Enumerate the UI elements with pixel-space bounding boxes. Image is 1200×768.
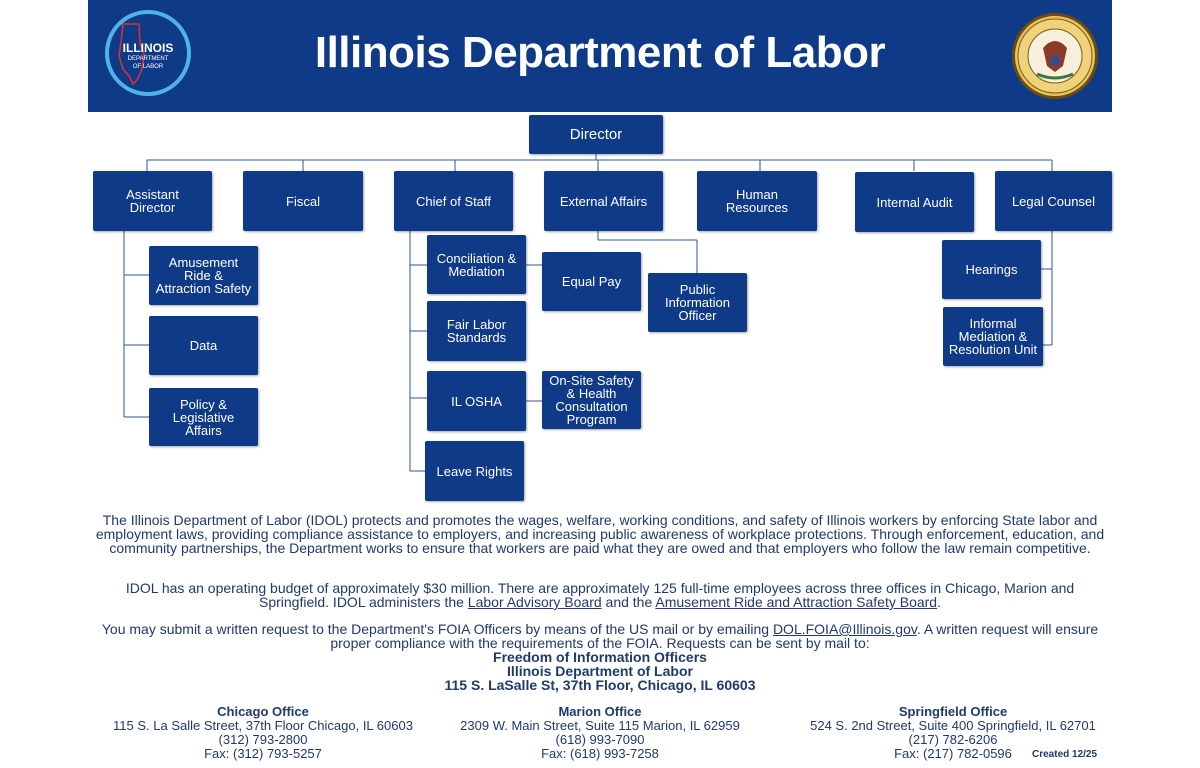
org-box-conciliation-mediation: Conciliation & Mediation (427, 235, 526, 294)
logo-line1: ILLINOIS (122, 41, 174, 55)
office-name: Chicago Office (217, 704, 309, 719)
org-box-equal-pay: Equal Pay (542, 252, 641, 311)
org-box-director: Director (529, 115, 663, 154)
amusement-ride-board-link[interactable]: Amusement Ride and Attraction Safety Board (655, 594, 938, 610)
org-box-legal-counsel: Legal Counsel (995, 171, 1112, 231)
org-box-hearings: Hearings (942, 240, 1041, 299)
mail-address-line1: Freedom of Information Officers (493, 649, 707, 665)
office-phone: (217) 782-6206 (908, 732, 998, 747)
org-box-il-osha: IL OSHA (427, 371, 526, 431)
org-box-informal-mediation: Informal Mediation & Resolution Unit (943, 307, 1043, 366)
foia-email-link[interactable]: DOL.FOIA@Illinois.gov (772, 621, 917, 637)
logo-line2: DEPARTMENT (127, 56, 169, 62)
office-name: Springfield Office (898, 704, 1008, 719)
org-box-data: Data (149, 316, 258, 375)
org-box-onsite-safety-consultation: On-Site Safety & Health Consultation Program (542, 371, 641, 429)
office-address: 2309 W. Main Street, Suite 115 Marion, IL 62959 (460, 718, 740, 733)
office-phone: (312) 793-2800 (218, 732, 308, 747)
budget-text-mid: and the (601, 594, 656, 610)
created-date: Created 12/25 (1032, 749, 1098, 760)
foia-paragraph (95, 622, 1105, 650)
org-box-assistant-director: Assistant Director (93, 171, 212, 231)
org-box-fiscal: Fiscal (243, 171, 363, 231)
office-address: 524 S. 2nd Street, Suite 400 Springfield, IL 62701 (810, 718, 1096, 733)
org-box-chief-of-staff: Chief of Staff (394, 171, 513, 231)
org-box-amusement-ride-safety: Amusement Ride & Attraction Safety (149, 246, 258, 305)
office-fax: Fax: (217) 782-0596 (894, 746, 1012, 761)
org-box-policy-legislative: Policy & Legislative Affairs (149, 388, 258, 446)
foia-text-end: . A written request will ensure proper compliance with the requirements of the FOIA. Requests can be sent by mail to: (330, 621, 1099, 651)
mail-address-line2: Illinois Department of Labor (507, 663, 693, 679)
org-box-internal-audit: Internal Audit (855, 172, 974, 232)
org-box-human-resources: Human Resources (697, 171, 817, 231)
budget-text-end: . (937, 594, 941, 610)
org-box-public-information-officer: Public Information Officer (648, 273, 747, 332)
foia-text: You may submit a written request to the Department's FOIA Officers by means of the US mail or by emailing (101, 621, 773, 637)
org-box-leave-rights: Leave Rights (425, 441, 524, 501)
office-address: 115 S. La Salle Street, 37th Floor Chicago, IL 60603 (113, 718, 413, 733)
office-name: Marion Office (558, 704, 642, 719)
office-phone: (618) 993-7090 (555, 732, 645, 747)
logo-line3: OF LABOR (132, 64, 164, 70)
office-chicago (83, 705, 443, 761)
budget-paragraph (95, 581, 1105, 609)
mail-address-line3: 115 S. LaSalle St, 37th Floor, Chicago, IL 60603 (444, 677, 756, 693)
office-marion (420, 705, 780, 761)
description-paragraph: The Illinois Department of Labor (IDOL) protects and promotes the wages, welfare, working conditions, and safety of Illinois workers by enforcing State labor and employment laws, providing compliance assistance to employers, and increasing public awareness of workplace protections. Through enforcement, education, and community partnerships, the Department works to ensure that workers are paid what they are owed and that employers who follow the law remain competitive. (95, 512, 1105, 556)
budget-text: IDOL has an operating budget of approximately $30 million. There are approximately 125 full-time employees across three offices in Chicago, Marion and Springfield. IDOL administers the (125, 580, 1075, 610)
labor-advisory-board-link[interactable]: Labor Advisory Board (467, 594, 602, 610)
org-box-external-affairs: External Affairs (544, 171, 663, 231)
org-box-fair-labor-standards: Fair Labor Standards (427, 301, 526, 361)
page-title: Illinois Department of Labor (314, 28, 886, 77)
office-fax: Fax: (312) 793-5257 (204, 746, 322, 761)
office-fax: Fax: (618) 993-7258 (541, 746, 659, 761)
